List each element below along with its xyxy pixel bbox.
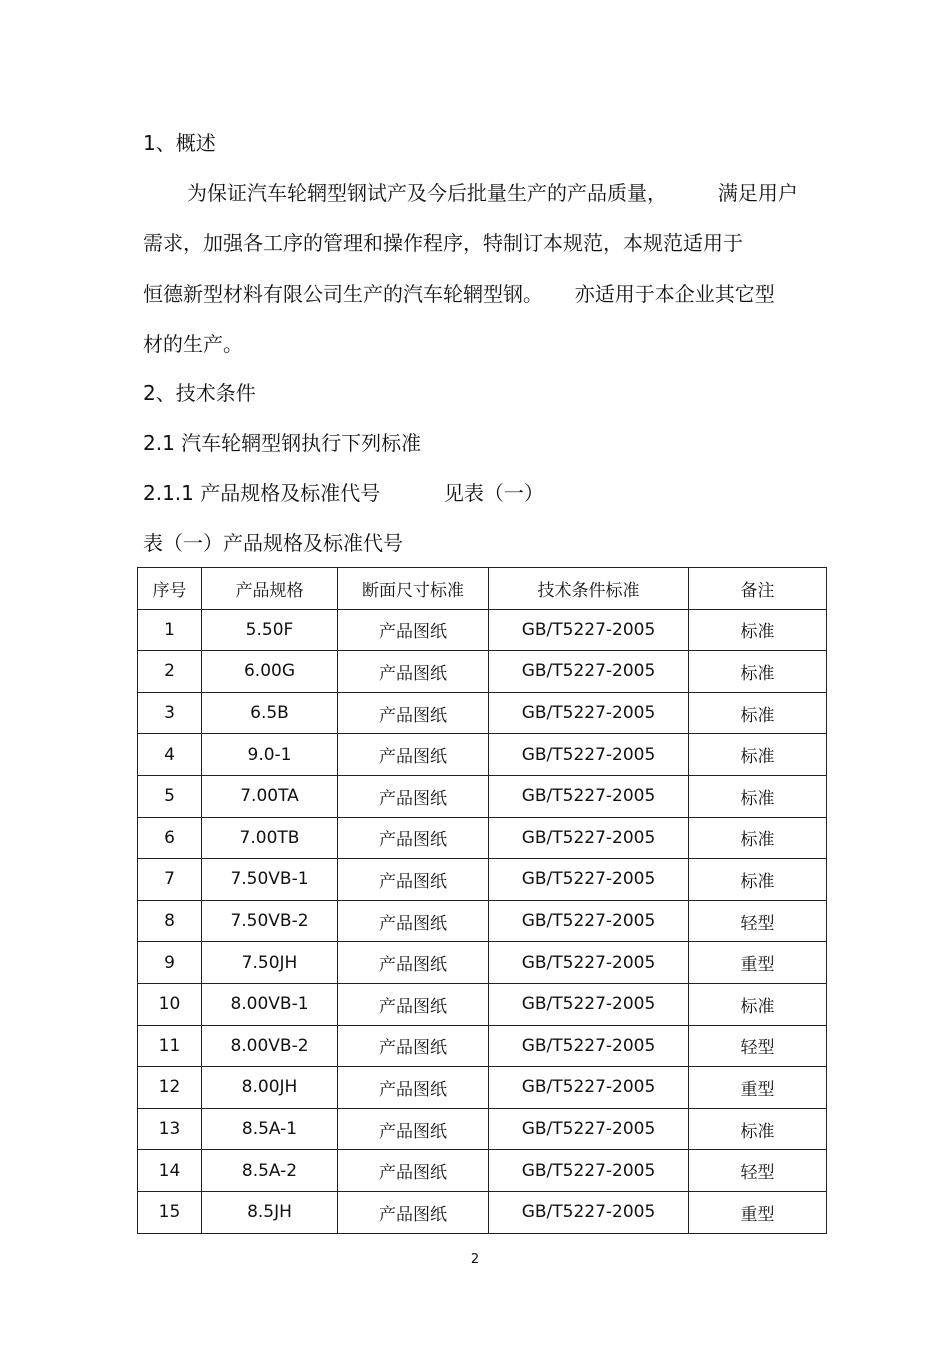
cell-technical-standard: GB/T5227-2005 <box>489 1025 689 1067</box>
cell-section-standard: 产品图纸 <box>338 900 489 942</box>
paragraph-line: 为保证汽车轮辋型钢试产及今后批量生产的产品质量， 满足用户 <box>187 181 798 205</box>
cell-index: 13 <box>138 1108 202 1150</box>
cell-section-standard: 产品图纸 <box>338 775 489 817</box>
cell-index: 4 <box>138 734 202 776</box>
cell-spec: 6.5B <box>202 692 338 734</box>
cell-technical-standard: GB/T5227-2005 <box>489 942 689 984</box>
cell-remark: 标准 <box>689 775 827 817</box>
paragraph-line: 恒德新型材料有限公司生产的汽车轮辋型钢。 亦适用于本企业其它型 <box>143 282 775 306</box>
table-row <box>138 692 827 734</box>
cell-spec: 6.00G <box>202 651 338 693</box>
table-row <box>138 1150 827 1192</box>
cell-spec: 9.0-1 <box>202 734 338 776</box>
cell-remark: 重型 <box>689 942 827 984</box>
paragraph-line: 材的生产。 <box>143 332 243 356</box>
header-cell-remark: 备注 <box>689 568 827 610</box>
table-row <box>138 734 827 776</box>
cell-section-standard: 产品图纸 <box>338 609 489 651</box>
header-cell-technical-standard: 技术条件标准 <box>489 568 689 610</box>
cell-technical-standard: GB/T5227-2005 <box>489 1150 689 1192</box>
cell-index: 14 <box>138 1150 202 1192</box>
cell-technical-standard: GB/T5227-2005 <box>489 734 689 776</box>
table-row <box>138 900 827 942</box>
cell-section-standard: 产品图纸 <box>338 1108 489 1150</box>
cell-technical-standard: GB/T5227-2005 <box>489 692 689 734</box>
cell-index: 6 <box>138 817 202 859</box>
cell-remark: 标准 <box>689 1108 827 1150</box>
cell-remark: 标准 <box>689 983 827 1025</box>
table-caption: 表（一）产品规格及标准代号 <box>143 531 403 555</box>
cell-section-standard: 产品图纸 <box>338 983 489 1025</box>
cell-section-standard: 产品图纸 <box>338 817 489 859</box>
table-row <box>138 651 827 693</box>
cell-section-standard: 产品图纸 <box>338 1067 489 1109</box>
cell-index: 12 <box>138 1067 202 1109</box>
cell-remark: 轻型 <box>689 900 827 942</box>
cell-technical-standard: GB/T5227-2005 <box>489 817 689 859</box>
cell-section-standard: 产品图纸 <box>338 859 489 901</box>
cell-remark: 标准 <box>689 651 827 693</box>
cell-spec: 8.5A-1 <box>202 1108 338 1150</box>
cell-index: 8 <box>138 900 202 942</box>
cell-index: 2 <box>138 651 202 693</box>
cell-section-standard: 产品图纸 <box>338 651 489 693</box>
subsection-2-1-1-heading: 2.1.1 产品规格及标准代号 见表（一） <box>143 481 544 505</box>
cell-remark: 标准 <box>689 609 827 651</box>
table-row <box>138 983 827 1025</box>
cell-technical-standard: GB/T5227-2005 <box>489 775 689 817</box>
table-row <box>138 1191 827 1233</box>
cell-spec: 5.50F <box>202 609 338 651</box>
cell-remark: 标准 <box>689 734 827 776</box>
section-2-heading: 2、技术条件 <box>143 381 256 405</box>
cell-section-standard: 产品图纸 <box>338 1025 489 1067</box>
cell-technical-standard: GB/T5227-2005 <box>489 651 689 693</box>
cell-index: 7 <box>138 859 202 901</box>
table-row <box>138 942 827 984</box>
cell-remark: 轻型 <box>689 1150 827 1192</box>
cell-technical-standard: GB/T5227-2005 <box>489 859 689 901</box>
cell-technical-standard: GB/T5227-2005 <box>489 983 689 1025</box>
cell-section-standard: 产品图纸 <box>338 1191 489 1233</box>
cell-index: 9 <box>138 942 202 984</box>
cell-spec: 7.50JH <box>202 942 338 984</box>
table-row <box>138 1108 827 1150</box>
cell-spec: 7.50VB-1 <box>202 859 338 901</box>
table-row <box>138 817 827 859</box>
cell-section-standard: 产品图纸 <box>338 1150 489 1192</box>
table-row <box>138 775 827 817</box>
table-row <box>138 859 827 901</box>
cell-section-standard: 产品图纸 <box>338 734 489 776</box>
page-number: 2 <box>470 1252 480 1267</box>
cell-technical-standard: GB/T5227-2005 <box>489 1067 689 1109</box>
cell-technical-standard: GB/T5227-2005 <box>489 900 689 942</box>
spec-table <box>137 567 827 1234</box>
section-1-heading: 1、概述 <box>143 131 216 155</box>
cell-section-standard: 产品图纸 <box>338 942 489 984</box>
header-cell-spec: 产品规格 <box>202 568 338 610</box>
cell-index: 5 <box>138 775 202 817</box>
cell-spec: 7.00TB <box>202 817 338 859</box>
table-row <box>138 609 827 651</box>
cell-spec: 8.5JH <box>202 1191 338 1233</box>
table-header-row <box>138 568 827 610</box>
cell-index: 10 <box>138 983 202 1025</box>
cell-spec: 8.5A-2 <box>202 1150 338 1192</box>
cell-remark: 轻型 <box>689 1025 827 1067</box>
cell-technical-standard: GB/T5227-2005 <box>489 1191 689 1233</box>
cell-index: 15 <box>138 1191 202 1233</box>
cell-remark: 标准 <box>689 692 827 734</box>
header-cell-index: 序号 <box>138 568 202 610</box>
cell-section-standard: 产品图纸 <box>338 692 489 734</box>
cell-spec: 8.00JH <box>202 1067 338 1109</box>
cell-remark: 重型 <box>689 1067 827 1109</box>
cell-remark: 标准 <box>689 859 827 901</box>
cell-index: 3 <box>138 692 202 734</box>
cell-spec: 7.00TA <box>202 775 338 817</box>
table-body <box>138 609 827 1233</box>
cell-technical-standard: GB/T5227-2005 <box>489 609 689 651</box>
table-row <box>138 1067 827 1109</box>
cell-index: 1 <box>138 609 202 651</box>
subsection-2-1-heading: 2.1 汽车轮辋型钢执行下列标准 <box>143 431 422 455</box>
header-cell-section-standard: 断面尺寸标准 <box>338 568 489 610</box>
cell-index: 11 <box>138 1025 202 1067</box>
table-row <box>138 1025 827 1067</box>
cell-remark: 标准 <box>689 817 827 859</box>
cell-spec: 8.00VB-2 <box>202 1025 338 1067</box>
cell-spec: 8.00VB-1 <box>202 983 338 1025</box>
paragraph-line: 需求，加强各工序的管理和操作程序，特制订本规范，本规范适用于 <box>143 231 743 255</box>
cell-technical-standard: GB/T5227-2005 <box>489 1108 689 1150</box>
cell-remark: 重型 <box>689 1191 827 1233</box>
cell-spec: 7.50VB-2 <box>202 900 338 942</box>
